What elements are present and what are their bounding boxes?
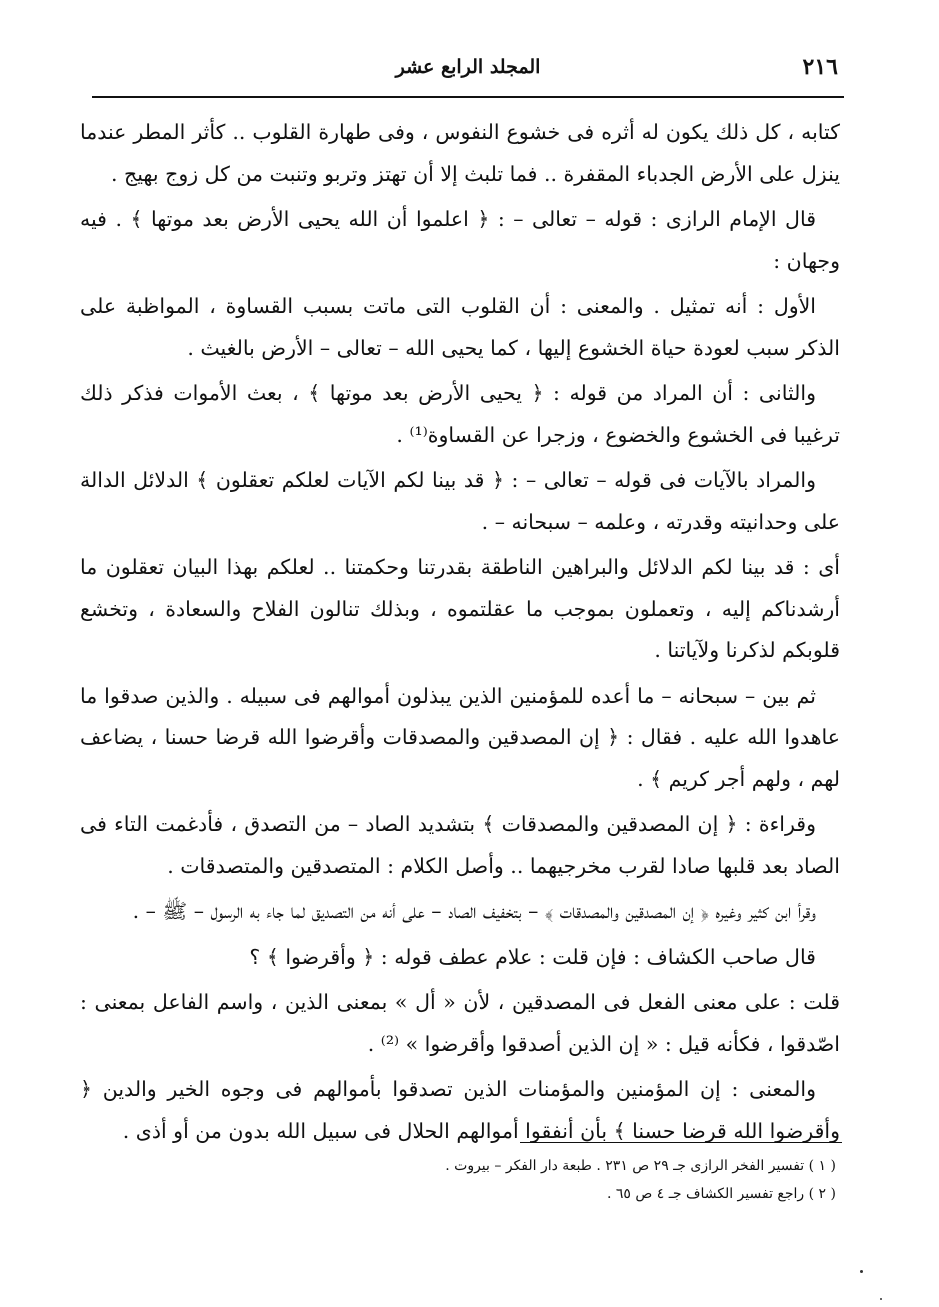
paragraph: والمعنى : إن المؤمنين والمؤمنات الذين تصدقوا بأموالهم فى وجوه الخير والدين ﴿ وأقرضوا الله قرضا حسنا ﴾ بأن أنفقوا أموالهم الحلال فى سبيل الله بدون من أو أذى .	[80, 1077, 840, 1143]
paragraph: وقرأ ابن كثير وغيره ﴿ إن المصدقين والمصدقات ﴾ – بتخفيف الصاد – على أنه من التصديق لما جاء به الرسول – ﷺ – .	[132, 899, 816, 923]
footnote-rule	[520, 1142, 842, 1143]
page-header	[92, 54, 844, 94]
body-text	[80, 112, 840, 1156]
paragraph: الأول : أنه تمثيل . والمعنى : أن القلوب التى ماتت بسبب القساوة ، المواظبة على الذكر سبب لعودة حياة الخشوع إليها ، كما يحيى الله – تعالى – الأرض بالغيث .	[80, 294, 840, 360]
footnote: ( ١ ) تفسير الفخر الرازى جـ ٢٩ ص ٢٣١ . طبعة دار الفكر – بيروت .	[445, 1158, 836, 1174]
header-rule	[92, 96, 844, 98]
scan-speck	[880, 1298, 882, 1300]
paragraph: قال صاحب الكشاف : فإن قلت : علام عطف قوله : ﴿ وأقرضوا ﴾ ؟	[249, 944, 816, 969]
scan-speck	[860, 1270, 863, 1273]
running-title: المجلد الرابع عشر	[395, 56, 541, 78]
paragraph: قلت : على معنى الفعل فى المصدقين ، لأن « أل » بمعنى الذين ، واسم الفاعل بمعنى : اصّدقوا ، فكأنه قيل : « إن الذين أصدقوا وأقرضوا » ⁽²⁾ .	[80, 990, 840, 1056]
paragraph: أى : قد بينا لكم الدلائل والبراهين الناطقة بقدرتنا وحكمتنا .. لعلكم بهذا البيان تعقلون ما أرشدناكم إليه ، وتعملون بموجب ما عقلتموه ، وبذلك تنالون الفلاح والسعادة ، وتخشع قلوبكم لذكرنا ولآياتنا .	[80, 555, 840, 662]
paragraph: ثم بين – سبحانه – ما أعده للمؤمنين الذين يبذلون أموالهم فى سبيله . والذين صدقوا ما عاهدوا الله عليه . فقال : ﴿ إن المصدقين والمصدقات وأقرضوا الله قرضا حسنا ، يضاعف لهم ، ولهم أجر كريم ﴾ .	[80, 683, 840, 791]
footnotes	[320, 1152, 836, 1208]
paragraph: والمراد بالآيات فى قوله – تعالى – : ﴿ قد بينا لكم الآيات لعلكم تعقلون ﴾ الدلائل الدالة على وحدانيته وقدرته ، وعلمه – سبحانه – .	[80, 468, 840, 534]
paragraph: كتابه ، كل ذلك يكون له أثره فى خشوع النفوس ، وفى طهارة القلوب .. كأثر المطر عندما ينزل على الأرض الجدباء المقفرة .. فما تلبث إلا أن تهتز وتربو وتنبت من كل زوج بهيج .	[80, 120, 840, 186]
paragraph: والثانى : أن المراد من قوله : ﴿ يحيى الأرض بعد موتها ﴾ ، بعث الأموات فذكر ذلك ترغيبا فى الخشوع والخضوع ، وزجرا عن القساوة⁽¹⁾ .	[80, 381, 840, 447]
footnote: ( ٢ ) راجع تفسير الكشاف جـ ٤ ص ٦٥ .	[606, 1186, 836, 1202]
paragraph: قال الإمام الرازى : قوله – تعالى – : ﴿ اعلموا أن الله يحيى الأرض بعد موتها ﴾ . فيه وجهان :	[80, 207, 840, 273]
paragraph: وقراءة : ﴿ إن المصدقين والمصدقات ﴾ بتشديد الصاد – من التصدق ، فأدغمت التاء فى الصاد بعد قلبها صادا لقرب مخرجيهما .. وأصل الكلام : المتصدقين والمتصدقات .	[80, 812, 840, 878]
page-number: ٢١٦	[802, 54, 838, 80]
